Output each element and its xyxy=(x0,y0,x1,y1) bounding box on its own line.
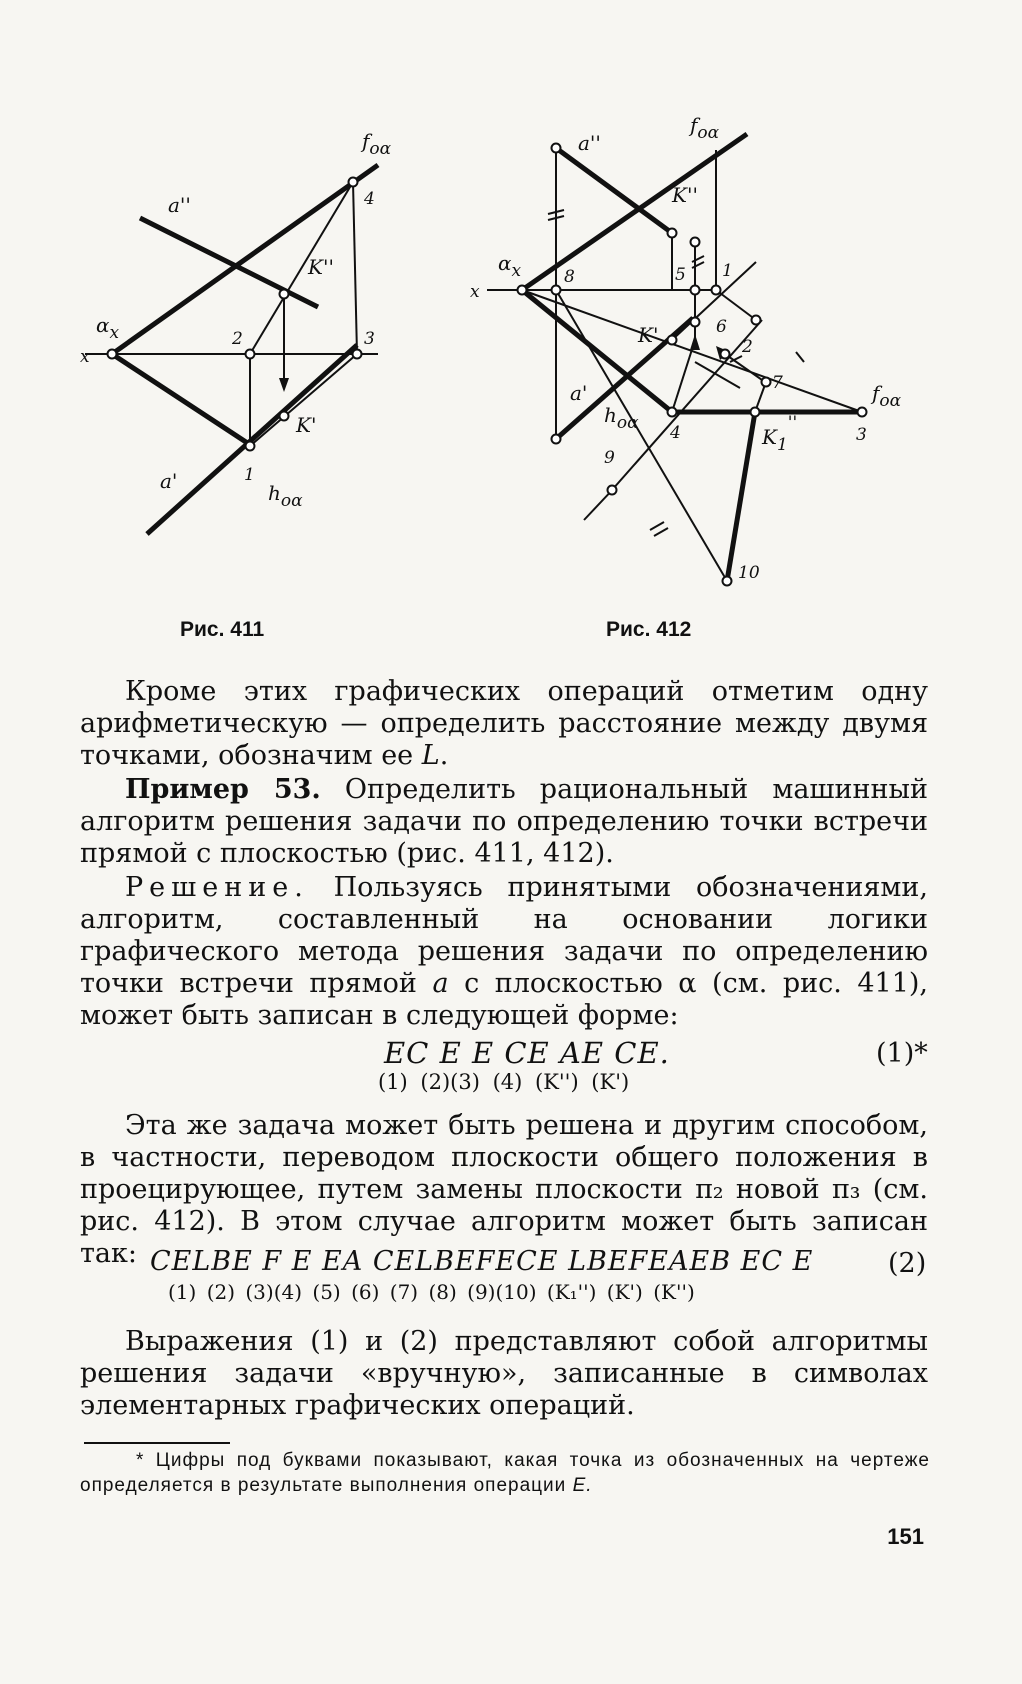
formula-1-label: (1)* xyxy=(876,1038,928,1069)
label-h-411: $h_{o\alpha}$ xyxy=(268,481,303,511)
label-f-412: $f_{o\alpha}$ xyxy=(690,113,720,143)
solution-heading: Решение. xyxy=(125,872,309,903)
label-x-411: x xyxy=(80,347,90,367)
page-number: 151 xyxy=(887,1524,924,1549)
paragraph-example: Пример 53. Определить рациональный машинный алгоритм решения задачи по определению точки встречи прямой с плоскостью (рис. 411, 412). xyxy=(80,774,928,869)
label-k1b-412: $K_1''$ xyxy=(762,413,798,455)
formula-1-numbers: (1) (2)(3) (4) (K'') (K') xyxy=(378,1070,630,1094)
label-x-412: x xyxy=(470,282,480,302)
line-a2-412 xyxy=(556,148,672,233)
label-1-412: 1 xyxy=(722,261,733,281)
trace-f-411 xyxy=(112,165,378,354)
label-4-411: 4 xyxy=(364,189,375,209)
label-k1-412: K' xyxy=(638,323,659,347)
example-heading: Пример 53. xyxy=(125,774,321,805)
label-alpha-411: $\alpha_x$ xyxy=(96,313,120,343)
trace-h-412 xyxy=(522,290,672,412)
label-a1-412: a' xyxy=(570,381,588,405)
line-a1-411 xyxy=(147,345,357,534)
label-alpha-412: $\alpha_x$ xyxy=(498,251,522,281)
label-10-412: 10 xyxy=(738,563,760,583)
label-9-412: 9 xyxy=(604,448,615,468)
label-a2-411: a'' xyxy=(168,193,191,217)
label-h-412: $h_{o\alpha}$ xyxy=(604,403,639,433)
label-a1-411: a' xyxy=(160,469,178,493)
trace-h-411 xyxy=(112,354,252,446)
label-3-412: 3 xyxy=(856,425,867,445)
label-3-411: 3 xyxy=(364,329,375,349)
paragraph-solution: Решение. Пользуясь принятыми обозначениями, алгоритм, составленный на основании логики графического метода решения задачи по определению точки встречи прямой a с плоскостью α (см. рис. 411), может быть записан в следующей форме: xyxy=(80,872,928,1031)
label-5-412: 5 xyxy=(675,265,686,285)
formula-2: CELBE F E EA CELBEFECE LBEFEAEB EC E xyxy=(150,1246,814,1277)
line-a2-411 xyxy=(140,218,318,307)
label-4-412: 4 xyxy=(670,423,681,443)
figure-411 xyxy=(85,165,378,534)
paragraph-1: Кроме этих графических операций отметим одну арифметическую — определить расстояние между двумя точками, обозначим ее L. xyxy=(80,676,928,771)
label-7-412: 7 xyxy=(772,373,783,393)
figures-drawing xyxy=(0,0,1022,640)
footnote: * Цифры под буквами показывают, какая точка из обозначенных на чертеже определяется в результате выполнения операции E. xyxy=(80,1450,930,1496)
label-k1-411: K' xyxy=(296,413,317,437)
formula-1: EC E E CE AE CE. xyxy=(384,1036,670,1070)
label-8-412: 8 xyxy=(564,267,575,287)
label-a2-412: a'' xyxy=(578,131,601,155)
label-f2-412: $f_{o\alpha}$ xyxy=(872,381,902,411)
formula-2-numbers: (1) (2) (3)(4) (5) (6) (7) (8) (9)(10) (K₁'') (K') (K'') xyxy=(168,1280,695,1304)
label-f-411: $f_{о\alpha}$ xyxy=(362,129,392,159)
line-k-412 xyxy=(727,412,755,581)
caption-fig-411: Рис. 411 xyxy=(180,618,265,641)
label-k2-411: K'' xyxy=(308,255,334,279)
label-6-412: 6 xyxy=(716,317,727,337)
label-2-411: 2 xyxy=(232,329,243,349)
label-1-411: 1 xyxy=(244,465,255,485)
footnote-divider xyxy=(84,1442,230,1444)
formula-2-label: (2) xyxy=(888,1248,927,1279)
label-2-412: 2 xyxy=(742,337,753,357)
paragraph-2: Эта же задача может быть решена и другим способом, в частности, переводом плоскости общего положения в проецирующее, путем замены плоскости π₂ новой π₃ (см. рис. 412). В этом случае алгоритм может быть записан так: xyxy=(80,1110,928,1269)
paragraph-3: Выражения (1) и (2) представляют собой алгоритмы решения задачи «вручную», записанные в символах элементарных графических операций. xyxy=(80,1326,928,1421)
label-k2-412: K'' xyxy=(672,183,698,207)
caption-fig-412: Рис. 412 xyxy=(606,618,692,641)
